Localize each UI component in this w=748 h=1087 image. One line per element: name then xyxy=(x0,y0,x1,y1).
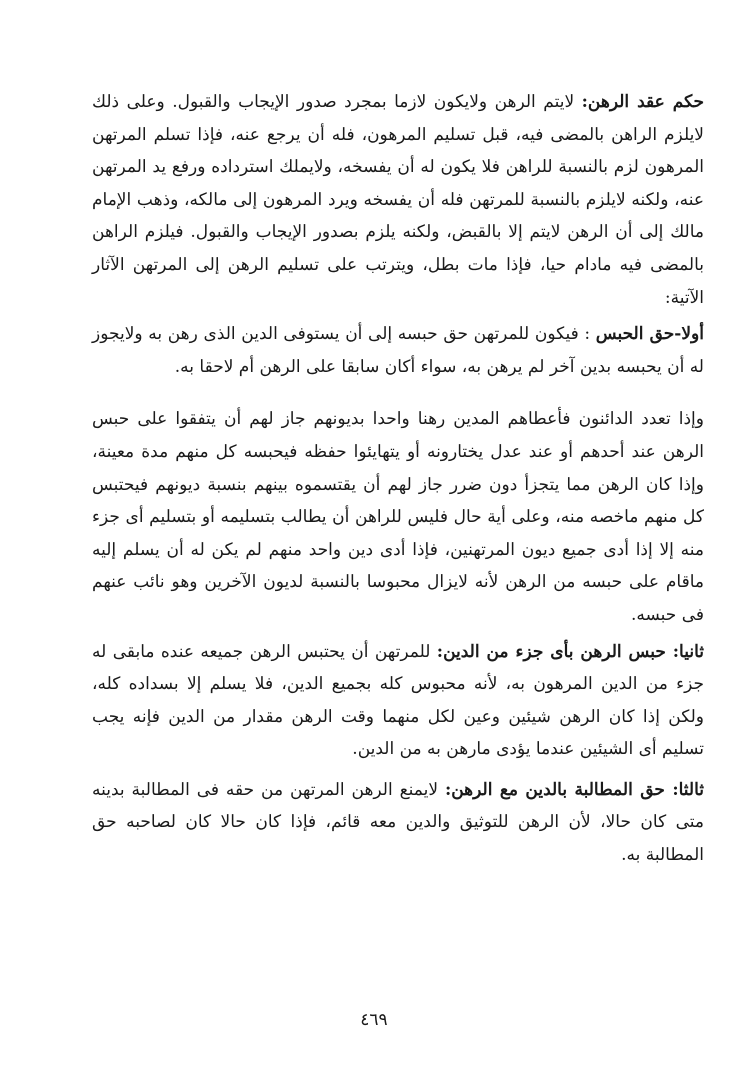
paragraph-heading: ثالثا: حق المطالبة بالدين مع الرهن: xyxy=(444,779,704,800)
paragraph-heading: ثانيا: حبس الرهن بأى جزء من الدين: xyxy=(436,641,704,662)
document-page xyxy=(92,86,704,872)
paragraph-right-of-detention xyxy=(92,318,704,383)
paragraph-multiple-creditors xyxy=(92,403,704,631)
paragraph-heading: أولا-حق الحبس xyxy=(595,324,704,345)
paragraph-rahn-ruling xyxy=(92,86,704,314)
paragraph-text: لايمنع الرهن المرتهن من حقه فى المطالبة بدينه متى كان حالا، لأن الرهن للتوثيق والدين معه قائم، فإذا كان حالا كان لصاحبه حق المطالبة به. xyxy=(92,779,704,866)
paragraph-text: : فيكون للمرتهن حق حبسه إلى أن يستوفى الدين الذى رهن به ولايجوز له أن يحبسه بدين آخر لم يرهن به، سواء أكان سابقا على الرهن أم لاحقا به. xyxy=(92,324,704,377)
paragraph-text: وإذا تعدد الدائنون فأعطاهم المدين رهنا واحدا بديونهم جاز لهم أن يتفقوا على حبس الرهن عند أحدهم أو عند عدل يختارونه أو يتهايئوا حفظه فيحبسه كل منهم مدة معينة، وإذا كان الرهن مما يتجزأ دون ضرر جاز لهم أن يقتسموه بينهم بنسبة ديونهم فيحتبس كل منهم ماخصه منه، وعلى أية حال فليس للراهن أن يطالب بتسليمه أو بتسليم أى جزء منه إلا إذا أدى جميع ديون المرتهنين، فإذا أدى دين واحد منهم لم يكن له أن يسلم إليه ماقام على حبسه من الرهن لأنه لايزال محبوسا بالنسبة لديون الآخرين وهو نائب عنهم فى حبسه. xyxy=(92,409,704,625)
paragraph-right-to-claim xyxy=(92,774,704,872)
paragraph-text: لايتم الرهن ولايكون لازما بمجرد صدور الإيجاب والقبول. وعلى ذلك لايلزم الراهن بالمضى فيه، قبل تسليم المرهون، فله أن يرجع عنه، فإذا تسلم المرتهن المرهون لزم بالنسبة للراهن فلا يكون له أن يفسخه، ولايملك استرداده ورفع يد المرتهن عنه، ولكنه لايلزم بالنسبة للمرتهن فله أن يفسخه ويرد المرهون إلى مالكه، وذهب الإمام مالك إلى أن الرهن لايتم إلا بالقبض، ولكنه يلزم بصدور الإيجاب والقبول. فيلزم الراهن بالمضى فيه مادام حيا، فإذا مات بطل، ويترتب على تسليم الرهن إلى المرتهن الآثار الآتية: xyxy=(92,92,704,308)
paragraph-detention-any-part xyxy=(92,636,704,766)
paragraph-heading: حكم عقد الرهن: xyxy=(581,92,704,112)
paragraph-text: للمرتهن أن يحتبس الرهن جميعه عنده مابقى له جزء من الدين المرهون به، لأنه محبوس كله بجميع الدين، فلا يسلم إلا بسداده كله، ولكن إذا كان الرهن شيئين وعين لكل منهما وقت الرهن مقدار من الدين فإنه يجب تسليم أى الشيئين عندما يؤدى مارهن به من الدين. xyxy=(92,641,704,760)
page-number: ٤٦٩ xyxy=(360,1010,388,1030)
